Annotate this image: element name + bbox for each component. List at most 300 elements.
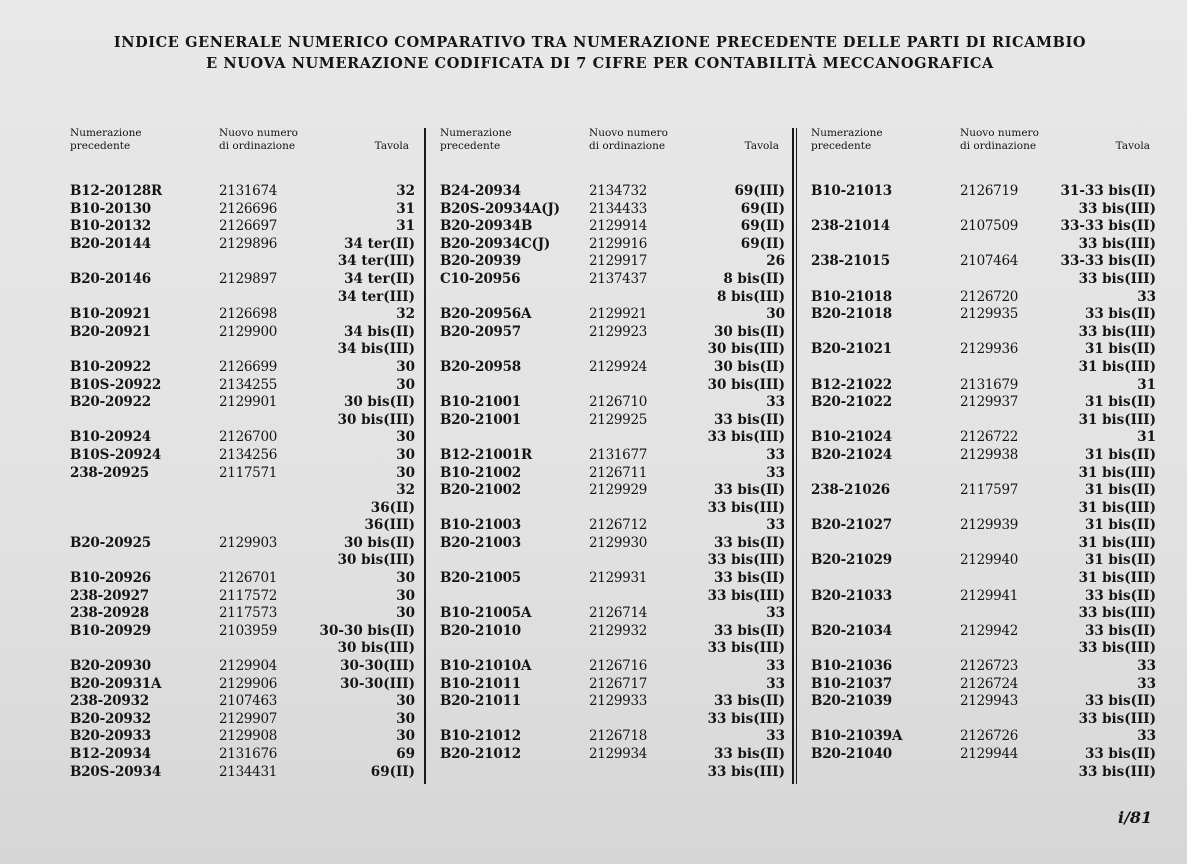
tavola-cell: 30 bis(III) — [337, 552, 415, 569]
tavola-cell: 33 bis(II) — [713, 411, 785, 428]
nuovo-numero-cell: 2129935 — [960, 306, 1019, 323]
rows-container — [440, 183, 785, 781]
column-header — [440, 124, 785, 174]
numerazione-precedente-cell: B20-21040 — [811, 746, 892, 762]
tavola-cell: 30 bis(III) — [337, 640, 415, 657]
table-row — [440, 711, 785, 729]
table-row — [811, 570, 1156, 588]
numerazione-precedente-cell: B10S-20924 — [70, 446, 162, 463]
tavola-cell: 31 bis(III) — [1078, 464, 1156, 481]
tavola-cell: 30 bis(III) — [707, 341, 785, 358]
header-numerazione: Numerazione precedente — [70, 127, 142, 152]
tavola-cell: 30 bis(II) — [713, 358, 785, 375]
table-row — [440, 324, 785, 342]
numerazione-precedente-cell: B10-21002 — [440, 464, 521, 481]
tavola-cell: 30 — [766, 306, 785, 323]
nuovo-numero-cell: 2126712 — [589, 517, 648, 534]
nuovo-numero-cell: 2107463 — [219, 693, 278, 710]
table-row — [70, 465, 415, 483]
numerazione-precedente-cell: 238-21026 — [811, 482, 890, 499]
header-numerazione: Numerazione precedente — [440, 127, 512, 152]
table-row — [811, 764, 1156, 782]
nuovo-numero-cell: 2129925 — [589, 411, 648, 428]
numerazione-precedente-cell: B12-20128R — [70, 183, 162, 199]
tavola-cell: 33 bis(III) — [707, 587, 785, 604]
tavola-cell: 31 bis(II) — [1084, 341, 1156, 358]
tavola-cell: 30 — [396, 464, 415, 481]
table-row — [440, 658, 785, 676]
tavola-cell: 34 ter(III) — [337, 253, 415, 270]
table-row — [70, 306, 415, 324]
tavola-cell: 33 bis(II) — [713, 622, 785, 639]
tavola-cell: 31 bis(III) — [1078, 499, 1156, 516]
table-row — [440, 623, 785, 641]
tavola-cell: 33 bis(II) — [713, 534, 785, 551]
numerazione-precedente-cell: B20-21002 — [440, 482, 521, 499]
nuovo-numero-cell: 2126697 — [219, 218, 278, 235]
table-row — [70, 676, 415, 694]
numerazione-precedente-cell: B12-20934 — [70, 746, 151, 762]
tavola-cell: 30 — [396, 570, 415, 587]
table-row — [440, 465, 785, 483]
tavola-cell: 30-30 bis(II) — [319, 622, 415, 639]
numerazione-precedente-cell: B20-20930 — [70, 658, 151, 675]
table-row — [811, 517, 1156, 535]
nuovo-numero-cell: 2129907 — [219, 710, 278, 727]
nuovo-numero-cell: 2129943 — [960, 693, 1019, 710]
table-row — [440, 377, 785, 395]
numerazione-precedente-cell: B10-21024 — [811, 429, 892, 446]
table-row — [70, 623, 415, 641]
table-row — [811, 465, 1156, 483]
tavola-cell: 8 bis(III) — [717, 288, 785, 305]
tavola-cell: 31-33 bis(II) — [1060, 183, 1156, 199]
rows-container — [70, 183, 415, 781]
nuovo-numero-cell: 2126710 — [589, 394, 648, 411]
tavola-cell: 30 bis(II) — [713, 323, 785, 340]
tavola-cell: 33 bis(III) — [1078, 710, 1156, 727]
tavola-cell: 30 — [396, 710, 415, 727]
table-row — [440, 236, 785, 254]
table-row — [811, 588, 1156, 606]
nuovo-numero-cell: 2126726 — [960, 728, 1019, 745]
nuovo-numero-cell: 2126718 — [589, 728, 648, 745]
table-row — [440, 412, 785, 430]
tavola-cell: 33 bis(II) — [713, 570, 785, 587]
index-column-2 — [440, 124, 785, 780]
tavola-cell: 33 bis(II) — [1084, 746, 1156, 762]
table-row — [70, 764, 415, 782]
nuovo-numero-cell: 2129929 — [589, 482, 648, 499]
tavola-cell: 31 — [1137, 376, 1156, 393]
numerazione-precedente-cell: B20-20939 — [440, 253, 521, 270]
nuovo-numero-cell: 2129921 — [589, 306, 648, 323]
tavola-cell: 33 bis(III) — [707, 763, 785, 780]
nuovo-numero-cell: 2103959 — [219, 622, 278, 639]
table-row — [811, 535, 1156, 553]
tavola-cell: 69(II) — [740, 200, 785, 217]
tavola-cell: 33 bis(II) — [1084, 587, 1156, 604]
numerazione-precedente-cell: B20-21024 — [811, 446, 892, 463]
nuovo-numero-cell: 2134255 — [219, 376, 278, 393]
nuovo-numero-cell: 2129906 — [219, 675, 278, 692]
table-row — [70, 359, 415, 377]
numerazione-precedente-cell: B20-21033 — [811, 587, 892, 604]
table-row — [70, 640, 415, 658]
tavola-cell: 33 bis(III) — [707, 552, 785, 569]
table-row — [440, 746, 785, 764]
numerazione-precedente-cell: B20-20925 — [70, 534, 151, 551]
nuovo-numero-cell: 2129904 — [219, 658, 278, 675]
table-row — [811, 746, 1156, 764]
nuovo-numero-cell: 2126723 — [960, 658, 1019, 675]
nuovo-numero-cell: 2126722 — [960, 429, 1019, 446]
table-row — [70, 447, 415, 465]
nuovo-numero-cell: 2129901 — [219, 394, 278, 411]
numerazione-precedente-cell: B20-20934B — [440, 218, 533, 235]
table-row — [70, 201, 415, 219]
numerazione-precedente-cell: B10-21005A — [440, 605, 532, 622]
numerazione-precedente-cell: B20-21034 — [811, 622, 892, 639]
numerazione-precedente-cell: 238-20932 — [70, 693, 149, 710]
column-divider — [792, 128, 794, 784]
table-row — [70, 728, 415, 746]
numerazione-precedente-cell: B20-21001 — [440, 411, 521, 428]
nuovo-numero-cell: 2131679 — [960, 376, 1019, 393]
table-row — [811, 640, 1156, 658]
tavola-cell: 33 bis(II) — [713, 693, 785, 710]
table-row — [811, 324, 1156, 342]
table-row — [440, 394, 785, 412]
table-row — [70, 324, 415, 342]
numerazione-precedente-cell: B20-21012 — [440, 746, 521, 762]
title-line-2: E NUOVA NUMERAZIONE CODIFICATA DI 7 CIFRE PER CONTABILITÀ MECCANOGRAFICA — [206, 55, 994, 72]
table-row — [440, 218, 785, 236]
numerazione-precedente-cell: B10-21037 — [811, 675, 892, 692]
rows-container — [811, 183, 1156, 781]
tavola-cell: 33 bis(III) — [1078, 270, 1156, 287]
tavola-cell: 69(III) — [734, 183, 785, 199]
nuovo-numero-cell: 2129914 — [589, 218, 648, 235]
nuovo-numero-cell: 2117572 — [219, 587, 278, 604]
header-nuovo-numero: Nuovo numero di ordinazione — [960, 127, 1039, 152]
header-tavola: Tavola — [744, 140, 779, 152]
nuovo-numero-cell: 2129934 — [589, 746, 648, 762]
nuovo-numero-cell: 2126716 — [589, 658, 648, 675]
table-row — [811, 341, 1156, 359]
nuovo-numero-cell: 2137437 — [589, 270, 648, 287]
tavola-cell: 33 — [766, 464, 785, 481]
numerazione-precedente-cell: B10-21003 — [440, 517, 521, 534]
nuovo-numero-cell: 2129940 — [960, 552, 1019, 569]
tavola-cell: 31 — [396, 200, 415, 217]
table-row — [70, 218, 415, 236]
numerazione-precedente-cell: B24-20934 — [440, 183, 521, 199]
tavola-cell: 33 bis(III) — [1078, 763, 1156, 780]
nuovo-numero-cell: 2126717 — [589, 675, 648, 692]
table-row — [440, 605, 785, 623]
numerazione-precedente-cell: B20S-20934 — [70, 763, 162, 780]
tavola-cell: 33-33 bis(II) — [1060, 218, 1156, 235]
numerazione-precedente-cell: B10-21036 — [811, 658, 892, 675]
table-row — [440, 588, 785, 606]
index-column-1 — [70, 124, 415, 780]
table-row — [440, 676, 785, 694]
tavola-cell: 33 — [766, 675, 785, 692]
nuovo-numero-cell: 2117573 — [219, 605, 278, 622]
tavola-cell: 30 — [396, 446, 415, 463]
tavola-cell: 33 bis(II) — [1084, 306, 1156, 323]
tavola-cell: 34 bis(III) — [337, 341, 415, 358]
tavola-cell: 31 bis(II) — [1084, 482, 1156, 499]
tavola-cell: 30-30(III) — [340, 658, 415, 675]
table-row — [440, 517, 785, 535]
numerazione-precedente-cell: B12-21001R — [440, 446, 532, 463]
table-row — [811, 728, 1156, 746]
nuovo-numero-cell: 2126699 — [219, 358, 278, 375]
tavola-cell: 31 bis(III) — [1078, 358, 1156, 375]
tavola-cell: 30 — [396, 605, 415, 622]
numerazione-precedente-cell: B20-20956A — [440, 306, 532, 323]
numerazione-precedente-cell: B10-20924 — [70, 429, 151, 446]
numerazione-precedente-cell: B10-20132 — [70, 218, 151, 235]
tavola-cell: 33 — [766, 605, 785, 622]
tavola-cell: 30 — [396, 693, 415, 710]
table-row — [70, 271, 415, 289]
table-row — [440, 341, 785, 359]
numerazione-precedente-cell: B20S-20934A(J) — [440, 200, 560, 217]
nuovo-numero-cell: 2131677 — [589, 446, 648, 463]
table-row — [811, 623, 1156, 641]
tavola-cell: 34 ter(II) — [344, 235, 415, 252]
numerazione-precedente-cell: B20-21011 — [440, 693, 521, 710]
table-row — [811, 658, 1156, 676]
tavola-cell: 33 — [766, 658, 785, 675]
tavola-cell: 30 — [396, 358, 415, 375]
table-row — [70, 605, 415, 623]
nuovo-numero-cell: 2134732 — [589, 183, 648, 199]
tavola-cell: 31 bis(III) — [1078, 534, 1156, 551]
nuovo-numero-cell: 2129900 — [219, 323, 278, 340]
tavola-cell: 33 bis(II) — [1084, 622, 1156, 639]
numerazione-precedente-cell: B10S-20922 — [70, 376, 162, 393]
tavola-cell: 33 — [1137, 288, 1156, 305]
tavola-cell: 31 bis(II) — [1084, 517, 1156, 534]
column-header — [811, 124, 1156, 174]
nuovo-numero-cell: 2107509 — [960, 218, 1019, 235]
tavola-cell: 31 bis(II) — [1084, 552, 1156, 569]
table-row — [70, 500, 415, 518]
nuovo-numero-cell: 2107464 — [960, 253, 1019, 270]
tavola-cell: 31 bis(III) — [1078, 570, 1156, 587]
nuovo-numero-cell: 2131676 — [219, 746, 278, 762]
numerazione-precedente-cell: B20-20958 — [440, 358, 521, 375]
title-line-1: INDICE GENERALE NUMERICO COMPARATIVO TRA NUMERAZIONE PRECEDENTE DELLE PARTI DI RICAMBIO — [113, 34, 1087, 51]
table-row — [70, 412, 415, 430]
nuovo-numero-cell: 2129931 — [589, 570, 648, 587]
nuovo-numero-cell: 2129937 — [960, 394, 1019, 411]
nuovo-numero-cell: 2117597 — [960, 482, 1019, 499]
nuovo-numero-cell: 2129936 — [960, 341, 1019, 358]
table-row — [440, 500, 785, 518]
table-row — [70, 183, 415, 201]
table-row — [440, 359, 785, 377]
numerazione-precedente-cell: B20-20922 — [70, 394, 151, 411]
tavola-cell: 33 — [766, 517, 785, 534]
table-row — [440, 183, 785, 201]
nuovo-numero-cell: 2126714 — [589, 605, 648, 622]
table-row — [70, 377, 415, 395]
tavola-cell: 33 bis(III) — [1078, 235, 1156, 252]
numerazione-precedente-cell: B10-21010A — [440, 658, 532, 675]
table-row — [440, 306, 785, 324]
tavola-cell: 26 — [766, 253, 785, 270]
table-row — [70, 658, 415, 676]
nuovo-numero-cell: 2129944 — [960, 746, 1019, 762]
table-row — [811, 711, 1156, 729]
table-row — [811, 482, 1156, 500]
numerazione-precedente-cell: B10-20929 — [70, 622, 151, 639]
numerazione-precedente-cell: B20-20932 — [70, 710, 151, 727]
nuovo-numero-cell: 2126698 — [219, 306, 278, 323]
nuovo-numero-cell: 2117571 — [219, 464, 278, 481]
numerazione-precedente-cell: 238-20927 — [70, 587, 149, 604]
table-row — [811, 394, 1156, 412]
table-row — [70, 693, 415, 711]
table-row — [811, 359, 1156, 377]
nuovo-numero-cell: 2129923 — [589, 323, 648, 340]
nuovo-numero-cell: 2131674 — [219, 183, 278, 199]
numerazione-precedente-cell: B20-21029 — [811, 552, 892, 569]
table-row — [70, 394, 415, 412]
tavola-cell: 33 bis(III) — [1078, 200, 1156, 217]
tavola-cell: 34 ter(II) — [344, 270, 415, 287]
tavola-cell: 69 — [396, 746, 415, 762]
nuovo-numero-cell: 2126711 — [589, 464, 648, 481]
tavola-cell: 33 — [1137, 728, 1156, 745]
tavola-cell: 69(II) — [740, 218, 785, 235]
numerazione-precedente-cell: B20-21027 — [811, 517, 892, 534]
tavola-cell: 31 bis(II) — [1084, 446, 1156, 463]
tavola-cell: 69(II) — [740, 235, 785, 252]
table-row — [811, 306, 1156, 324]
nuovo-numero-cell: 2126720 — [960, 288, 1019, 305]
numerazione-precedente-cell: B20-20934C(J) — [440, 235, 551, 252]
tavola-cell: 33 bis(II) — [713, 482, 785, 499]
table-row — [440, 640, 785, 658]
table-row — [440, 289, 785, 307]
table-row — [440, 253, 785, 271]
tavola-cell: 33 — [1137, 658, 1156, 675]
tavola-cell: 69(II) — [370, 763, 415, 780]
tavola-cell: 30-30(III) — [340, 675, 415, 692]
page-number: i/81 — [1118, 808, 1153, 827]
table-row — [440, 728, 785, 746]
table-row — [70, 711, 415, 729]
tavola-cell: 33 bis(II) — [1084, 693, 1156, 710]
numerazione-precedente-cell: B10-20922 — [70, 358, 151, 375]
index-column-3 — [811, 124, 1156, 780]
tavola-cell: 30 bis(II) — [343, 534, 415, 551]
numerazione-precedente-cell: 238-21015 — [811, 253, 890, 270]
tavola-cell: 33 bis(II) — [713, 746, 785, 762]
tavola-cell: 32 — [396, 306, 415, 323]
nuovo-numero-cell: 2129930 — [589, 534, 648, 551]
table-row — [70, 570, 415, 588]
tavola-cell: 32 — [396, 482, 415, 499]
nuovo-numero-cell: 2126700 — [219, 429, 278, 446]
tavola-cell: 33 — [766, 446, 785, 463]
tavola-cell: 30 — [396, 376, 415, 393]
numerazione-precedente-cell: B20-21010 — [440, 622, 521, 639]
tavola-cell: 30 bis(II) — [343, 394, 415, 411]
numerazione-precedente-cell: B10-21011 — [440, 675, 521, 692]
tavola-cell: 33-33 bis(II) — [1060, 253, 1156, 270]
tavola-cell: 34 ter(III) — [337, 288, 415, 305]
numerazione-precedente-cell: B10-21013 — [811, 183, 892, 199]
table-row — [440, 552, 785, 570]
numerazione-precedente-cell: B10-20130 — [70, 200, 151, 217]
numerazione-precedente-cell: B20-20921 — [70, 323, 151, 340]
tavola-cell: 36(II) — [370, 499, 415, 516]
tavola-cell: 31 — [1137, 429, 1156, 446]
tavola-cell: 30 bis(III) — [337, 411, 415, 428]
table-row — [440, 764, 785, 782]
table-row — [440, 271, 785, 289]
nuovo-numero-cell: 2134431 — [219, 763, 278, 780]
table-row — [440, 570, 785, 588]
table-row — [811, 676, 1156, 694]
nuovo-numero-cell: 2129917 — [589, 253, 648, 270]
tavola-cell: 33 bis(III) — [707, 429, 785, 446]
table-row — [440, 482, 785, 500]
numerazione-precedente-cell: B10-21039A — [811, 728, 903, 745]
numerazione-precedente-cell: 238-21014 — [811, 218, 890, 235]
numerazione-precedente-cell: B20-20146 — [70, 270, 151, 287]
table-row — [811, 377, 1156, 395]
numerazione-precedente-cell: B12-21022 — [811, 376, 892, 393]
tavola-cell: 36(III) — [364, 517, 415, 534]
nuovo-numero-cell: 2129938 — [960, 446, 1019, 463]
header-nuovo-numero: Nuovo numero di ordinazione — [589, 127, 668, 152]
tavola-cell: 32 — [396, 183, 415, 199]
table-row — [811, 693, 1156, 711]
table-row — [811, 271, 1156, 289]
numerazione-precedente-cell: B20-20933 — [70, 728, 151, 745]
numerazione-precedente-cell: C10-20956 — [440, 270, 521, 287]
nuovo-numero-cell: 2129942 — [960, 622, 1019, 639]
table-row — [440, 447, 785, 465]
table-row — [70, 253, 415, 271]
tavola-cell: 33 — [766, 394, 785, 411]
numerazione-precedente-cell: B20-21005 — [440, 570, 521, 587]
nuovo-numero-cell: 2129897 — [219, 270, 278, 287]
table-row — [70, 429, 415, 447]
table-row — [811, 500, 1156, 518]
column-divider — [796, 128, 797, 784]
nuovo-numero-cell: 2129941 — [960, 587, 1019, 604]
column-header — [70, 124, 415, 174]
numerazione-precedente-cell: B20-20931A — [70, 675, 162, 692]
tavola-cell: 30 — [396, 728, 415, 745]
table-row — [440, 535, 785, 553]
numerazione-precedente-cell: B10-21018 — [811, 288, 892, 305]
nuovo-numero-cell: 2129939 — [960, 517, 1019, 534]
header-numerazione: Numerazione precedente — [811, 127, 883, 152]
table-row — [70, 552, 415, 570]
nuovo-numero-cell: 2129924 — [589, 358, 648, 375]
table-row — [811, 183, 1156, 201]
